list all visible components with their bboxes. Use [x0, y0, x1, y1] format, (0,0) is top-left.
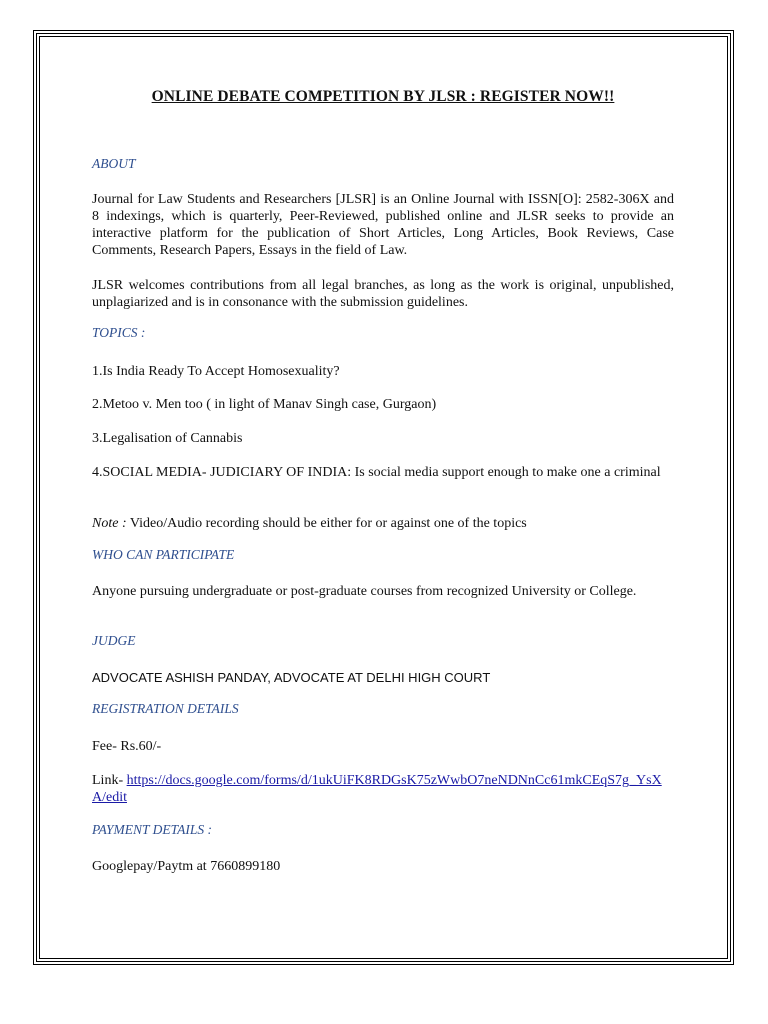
- participate-text: Anyone pursuing undergraduate or post-graduate courses from recognized University or College.: [92, 584, 637, 599]
- registration-fee: Fee- Rs.60/-: [92, 739, 162, 754]
- topics-heading: TOPICS :: [92, 325, 146, 340]
- note-label: Note :: [92, 516, 127, 531]
- participate-heading: WHO CAN PARTICIPATE: [92, 547, 235, 562]
- topic-item-2: 2.Metoo v. Men too ( in light of Manav Singh case, Gurgaon): [92, 397, 437, 412]
- registration-heading: REGISTRATION DETAILS: [92, 701, 239, 716]
- topic-item-1: 1.Is India Ready To Accept Homosexuality?: [92, 364, 340, 379]
- registration-form-link[interactable]: https://docs.google.com/forms/d/1ukUiFK8RDGsK75zWwbO7neNDNnCc61mkCEqS7g_YsXA/edit: [92, 773, 662, 805]
- about-paragraph-2: JLSR welcomes contributions from all legal branches, as long as the work is original, unpublished, unplagiarized and is in consonance with the submission guidelines.: [92, 278, 674, 310]
- topics-note: [92, 515, 674, 532]
- about-paragraph-1: Journal for Law Students and Researchers [JLSR] is an Online Journal with ISSN[O]: 2582-306X and 8 indexings, which is quarterly, Peer-Reviewed, published online and JLSR seeks to provide an interactive platform for the publication of Short Articles, Long Articles, Book Reviews, Case Comments, Research Papers, Essays in the field of Law.: [92, 192, 674, 258]
- registration-link-line: [92, 772, 674, 806]
- judge-heading: JUDGE: [92, 633, 136, 648]
- page-border-inner: [39, 36, 728, 959]
- topic-item-3: 3.Legalisation of Cannabis: [92, 431, 243, 446]
- page-title: ONLINE DEBATE COMPETITION BY JLSR : REGISTER NOW!!: [151, 88, 615, 105]
- about-heading: ABOUT: [92, 156, 136, 171]
- payment-text: Googlepay/Paytm at 7660899180: [92, 859, 281, 874]
- payment-heading: PAYMENT DETAILS :: [92, 822, 213, 837]
- registration-link-label: Link-: [92, 773, 127, 788]
- judge-text: ADVOCATE ASHISH PANDAY, ADVOCATE AT DELHI HIGH COURT: [92, 670, 491, 685]
- topic-item-4: 4.SOCIAL MEDIA- JUDICIARY OF INDIA: Is social media support enough to make one a criminal: [92, 465, 661, 480]
- note-text: Video/Audio recording should be either for or against one of the topics: [126, 516, 527, 531]
